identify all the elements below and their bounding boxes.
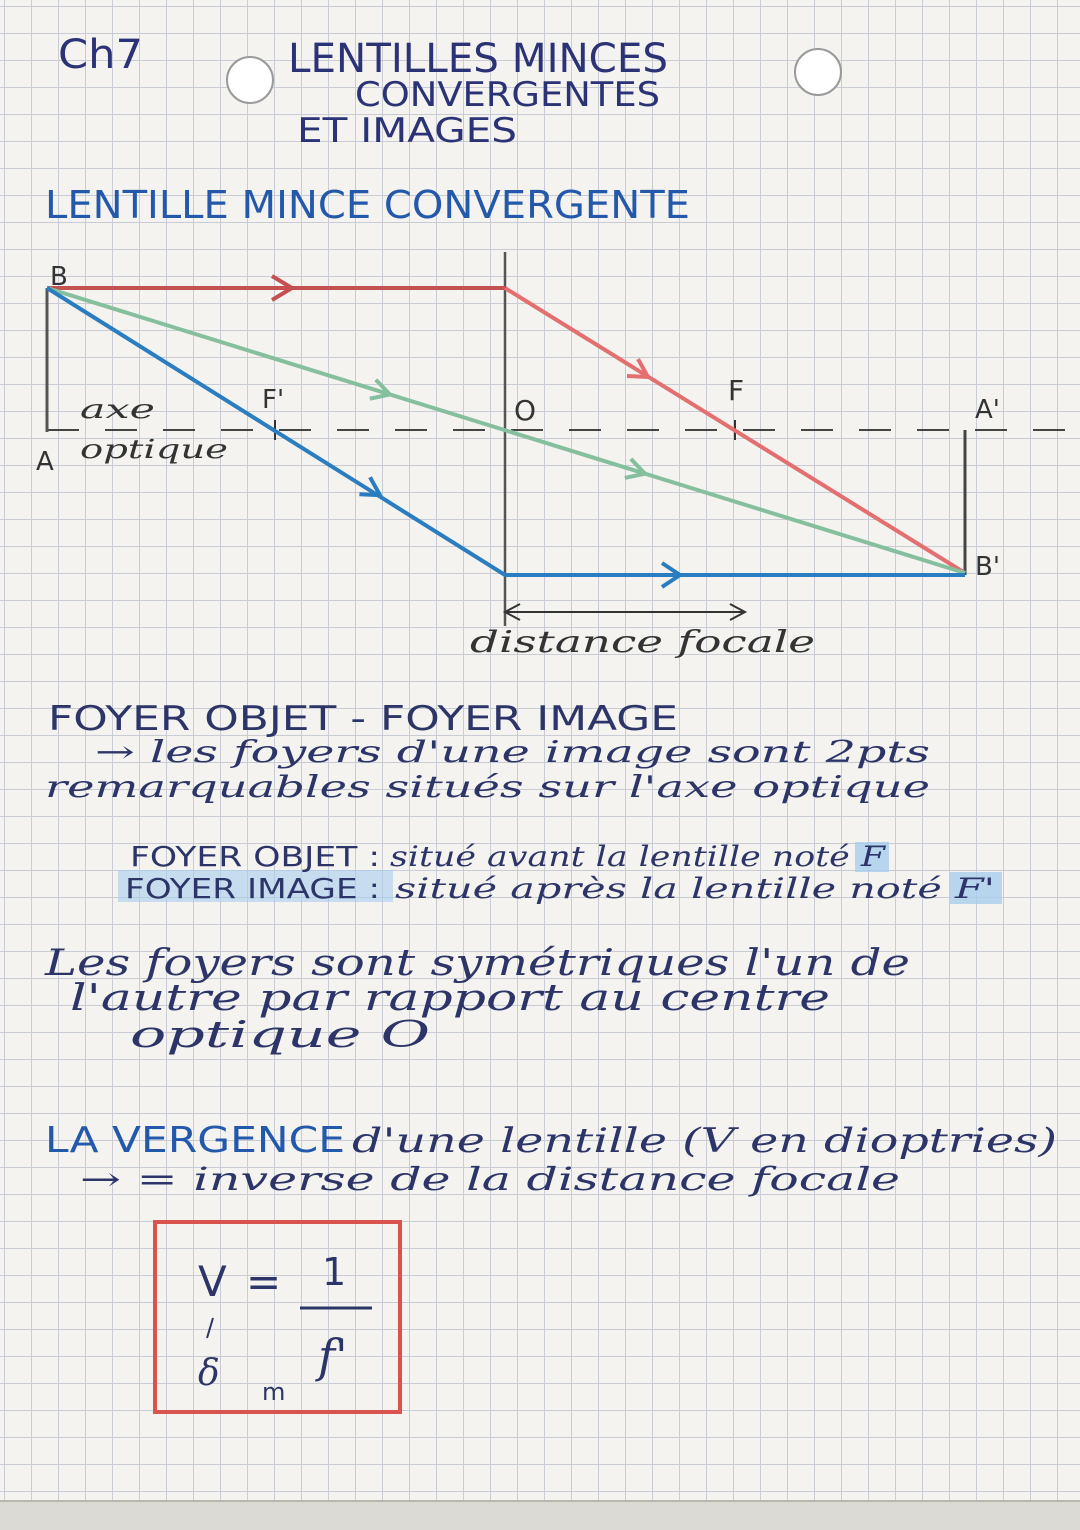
- label-axe: axe: [80, 395, 155, 425]
- vergence-term: LA VERGENCE: [45, 1120, 345, 1161]
- def-object-text: situé avant la lentille noté F: [390, 840, 887, 873]
- def-image-text: situé après la lentille noté F': [395, 872, 995, 905]
- formula-equals: =: [246, 1257, 282, 1306]
- label-optique: optique: [80, 435, 228, 465]
- foyers-line-2: remarquables situés sur l'axe optique: [45, 770, 930, 805]
- page-title-line3: ET IMAGES: [297, 111, 517, 151]
- section-heading-lens: LENTILLE MINCE CONVERGENTE: [45, 183, 690, 227]
- label-A-prime: A': [975, 395, 1000, 425]
- def-image-term: FOYER IMAGE :: [125, 872, 380, 905]
- vergence-definition: → = inverse de la distance focale: [80, 1160, 900, 1198]
- formula-denominator: f': [318, 1329, 348, 1383]
- formula-unit-f: m: [262, 1378, 286, 1406]
- label-B-prime: B': [975, 552, 1000, 582]
- formula-box: [155, 1222, 400, 1412]
- page-bottom-edge: [0, 1500, 1080, 1530]
- label-F-prime: F': [262, 385, 285, 415]
- punch-hole-right: [795, 49, 841, 95]
- symmetry-line-3: optique O: [130, 1015, 430, 1056]
- page-title-line2: CONVERGENTES: [355, 75, 660, 115]
- label-F: F: [728, 374, 745, 407]
- label-focal-distance: distance focale: [470, 625, 815, 660]
- chapter-label: Ch7: [58, 32, 143, 78]
- page-title-line1: LENTILLES MINCES: [288, 36, 668, 82]
- foyers-line-1: → les foyers d'une image sont 2pts: [95, 735, 930, 770]
- label-B: B: [50, 262, 68, 292]
- symmetry-line-2: l'autre par rapport au centre: [70, 978, 830, 1019]
- def-object-term: FOYER OBJET :: [130, 840, 380, 873]
- label-O: O: [514, 394, 537, 427]
- section-heading-foyers: FOYER OBJET - FOYER IMAGE: [48, 699, 678, 739]
- formula-unit-v: δ: [198, 1353, 220, 1394]
- formula-lhs: V: [198, 1257, 227, 1306]
- punch-hole-left: [227, 57, 273, 103]
- symmetry-line-1: Les foyers sont symétriques l'un de: [43, 943, 910, 984]
- unit-v-pointer: [207, 1318, 213, 1338]
- formula-numerator: 1: [322, 1250, 347, 1294]
- vergence-title-rest: d'une lentille (V en dioptries): [352, 1121, 1057, 1161]
- ray-diagram: [36, 252, 1075, 660]
- label-A: A: [36, 447, 54, 477]
